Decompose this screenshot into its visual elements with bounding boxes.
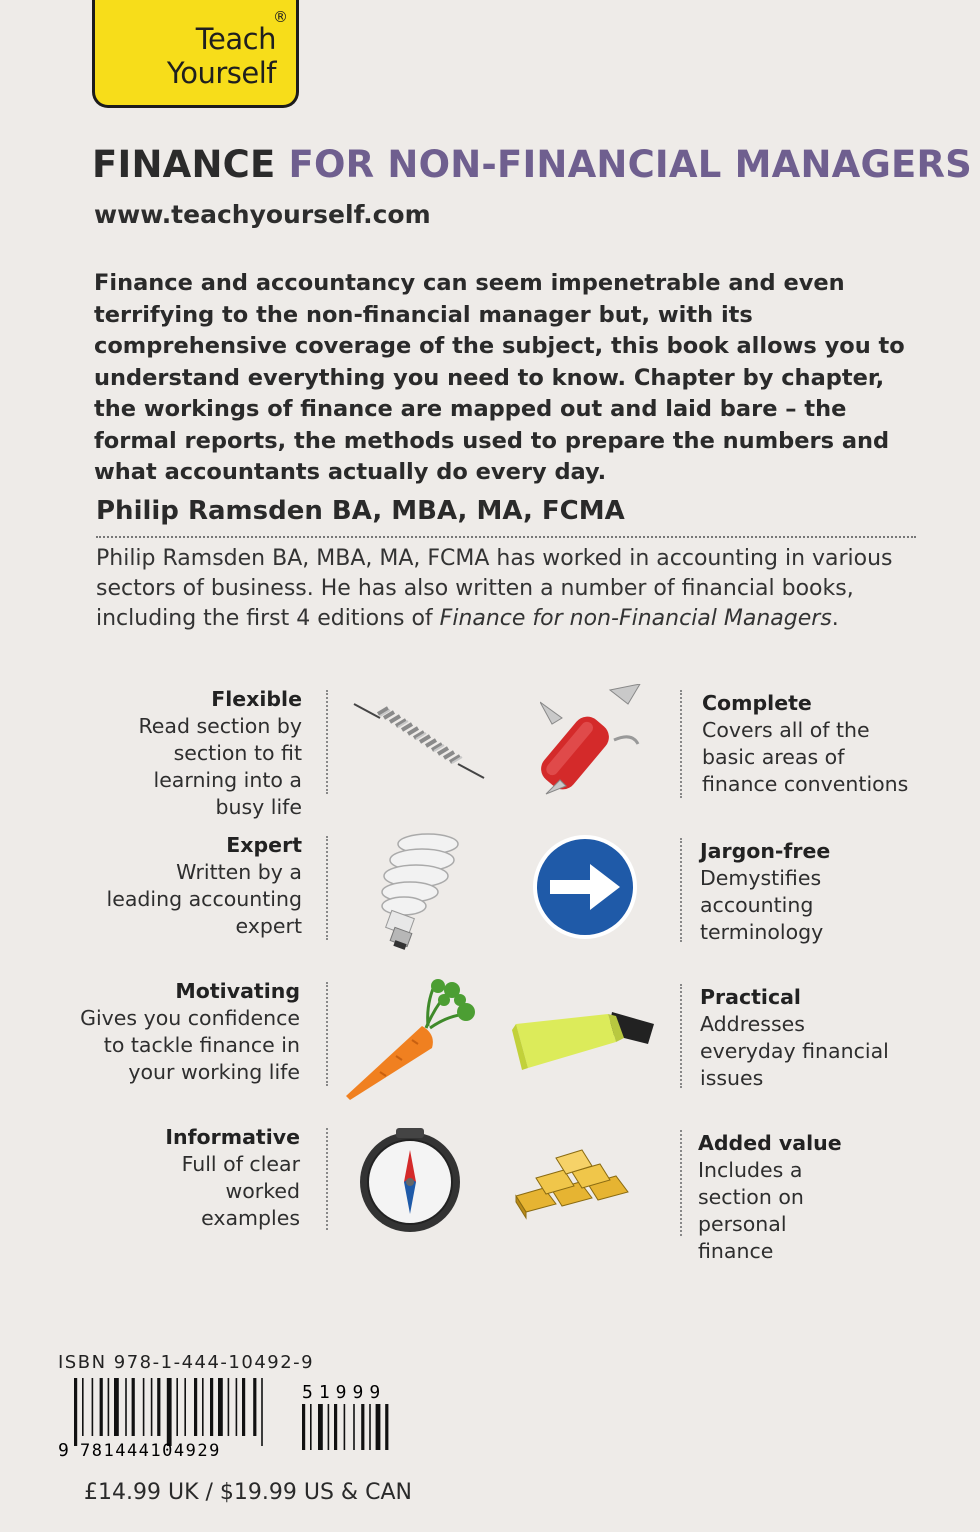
gold-bars-icon [510, 1138, 650, 1220]
feature-jargon-free [700, 838, 960, 946]
blurb-paragraph: Finance and accountancy can seem impenetrable and even terrifying to the non-financial manager but, with its comprehensive coverage of the subject, this book allows you to understand everything you need to know. Chapter by chapter, the workings of finance are mapped out and laid bare – the formal reports, the methods used to prepare the numbers and what accountants actually do every day. [94, 270, 905, 485]
barcode-bar [82, 1378, 84, 1436]
feature-heading: Added value [698, 1131, 842, 1155]
addon-barcode-bar [310, 1404, 312, 1450]
barcode-bar [202, 1378, 204, 1436]
barcode-bar [74, 1378, 77, 1446]
arrow-sign-icon [532, 834, 638, 940]
dotted-separator [326, 690, 328, 794]
barcode-main-digits: 781444104929 [80, 1441, 221, 1461]
title-part-1: FINANCE [92, 143, 276, 186]
barcode-bar [125, 1378, 127, 1436]
feature-heading: Motivating [175, 979, 300, 1003]
feature-text: Read section by section to fit learning into a busy life [138, 714, 302, 819]
main-barcode-bars [74, 1378, 263, 1446]
addon-barcode-bar [385, 1404, 388, 1450]
feature-heading: Flexible [211, 687, 302, 711]
feature-informative [40, 1124, 300, 1232]
dotted-separator [326, 836, 328, 940]
feature-text: Covers all of the basic areas of finance conventions [702, 718, 909, 796]
barcode-bar [132, 1378, 135, 1436]
spring-icon [350, 692, 490, 788]
barcode-bar [176, 1378, 178, 1436]
addon-barcode-bar [376, 1404, 381, 1450]
dotted-separator [680, 1130, 682, 1236]
barcode-bar [184, 1378, 186, 1436]
feature-flexible [42, 686, 302, 821]
barcode [58, 1378, 418, 1464]
feature-text: Addresses everyday financial issues [700, 1012, 889, 1090]
addon-barcode-bar [318, 1404, 323, 1450]
light-bulb-icon [372, 830, 468, 950]
feature-heading: Jargon-free [700, 839, 831, 863]
logo-line-2: Yourself [166, 56, 276, 90]
teach-yourself-logo [92, 0, 299, 108]
addon-barcode-bar [302, 1404, 305, 1450]
book-title [92, 143, 972, 186]
barcode-bar [253, 1378, 256, 1436]
carrot-icon [342, 978, 480, 1104]
addon-barcode-bars [302, 1404, 388, 1450]
addon-barcode-bar [361, 1404, 364, 1450]
barcode-addon-digits: 51999 [302, 1382, 387, 1403]
feature-heading: Expert [226, 833, 302, 857]
bio-prefix: Philip Ramsden BA, MBA, MA, FCMA has worked in accounting in various sectors of business. He has also written a number of financial books, including the first 4 editions of [96, 546, 893, 631]
feature-text: Gives you confidence to tackle finance in your working life [80, 1006, 300, 1084]
feature-complete [702, 690, 962, 798]
bio-suffix: . [831, 606, 839, 631]
barcode-bar [242, 1378, 245, 1436]
barcode-bar [210, 1378, 213, 1436]
feature-added-value [698, 1130, 958, 1265]
feature-text: Includes a section on personal finance [698, 1158, 804, 1263]
barcode-bar [236, 1378, 238, 1436]
barcode-bar [228, 1378, 230, 1436]
compass-icon [356, 1128, 464, 1234]
dotted-separator [326, 982, 328, 1086]
website-url[interactable]: www.teachyourself.com [94, 200, 431, 229]
feature-text: Demystifies accounting terminology [700, 866, 824, 944]
dotted-divider [96, 536, 916, 538]
feature-heading: Practical [700, 985, 801, 1009]
barcode-bar [151, 1378, 153, 1436]
barcode-bar [167, 1378, 172, 1446]
barcode-bar [157, 1378, 160, 1436]
dotted-separator [680, 838, 682, 942]
title-part-2: FOR NON-FINANCIAL MANAGERS [288, 143, 973, 186]
logo-line-1: Teach [195, 22, 276, 56]
barcode-bar [261, 1378, 263, 1446]
dotted-separator [680, 984, 682, 1088]
highlighter-icon [512, 1004, 660, 1078]
addon-barcode-bar [344, 1404, 346, 1450]
addon-barcode-bar [369, 1404, 371, 1450]
barcode-bar [218, 1378, 223, 1436]
addon-barcode-bar [334, 1404, 337, 1450]
bio-book-title: Finance for non-Financial Managers [439, 606, 832, 631]
barcode-bar [114, 1378, 119, 1436]
addon-barcode-bar [353, 1404, 355, 1450]
swiss-army-knife-icon [540, 684, 650, 798]
isbn-label: ISBN 978-1-444-10492-9 [58, 1352, 315, 1373]
registered-mark: ® [273, 8, 288, 26]
barcode-bar [100, 1378, 103, 1436]
feature-practical [700, 984, 960, 1092]
feature-heading: Complete [702, 691, 812, 715]
barcode-bar [108, 1378, 110, 1436]
author-name: Philip Ramsden BA, MBA, MA, FCMA [96, 496, 625, 526]
dotted-separator [680, 690, 682, 798]
price: £14.99 UK / $19.99 US & CAN [84, 1480, 412, 1505]
barcode-bar [92, 1378, 94, 1436]
feature-text: Full of clear worked examples [181, 1152, 300, 1230]
feature-text: Written by a leading accounting expert [106, 860, 302, 938]
addon-barcode-bar [328, 1404, 330, 1450]
feature-expert [42, 832, 302, 940]
barcode-bar [194, 1378, 197, 1436]
barcode-bar [143, 1378, 145, 1436]
feature-motivating [40, 978, 300, 1086]
dotted-separator [326, 1128, 328, 1230]
feature-heading: Informative [165, 1125, 300, 1149]
author-bio [96, 544, 926, 634]
barcode-lead-digit: 9 [58, 1440, 69, 1461]
